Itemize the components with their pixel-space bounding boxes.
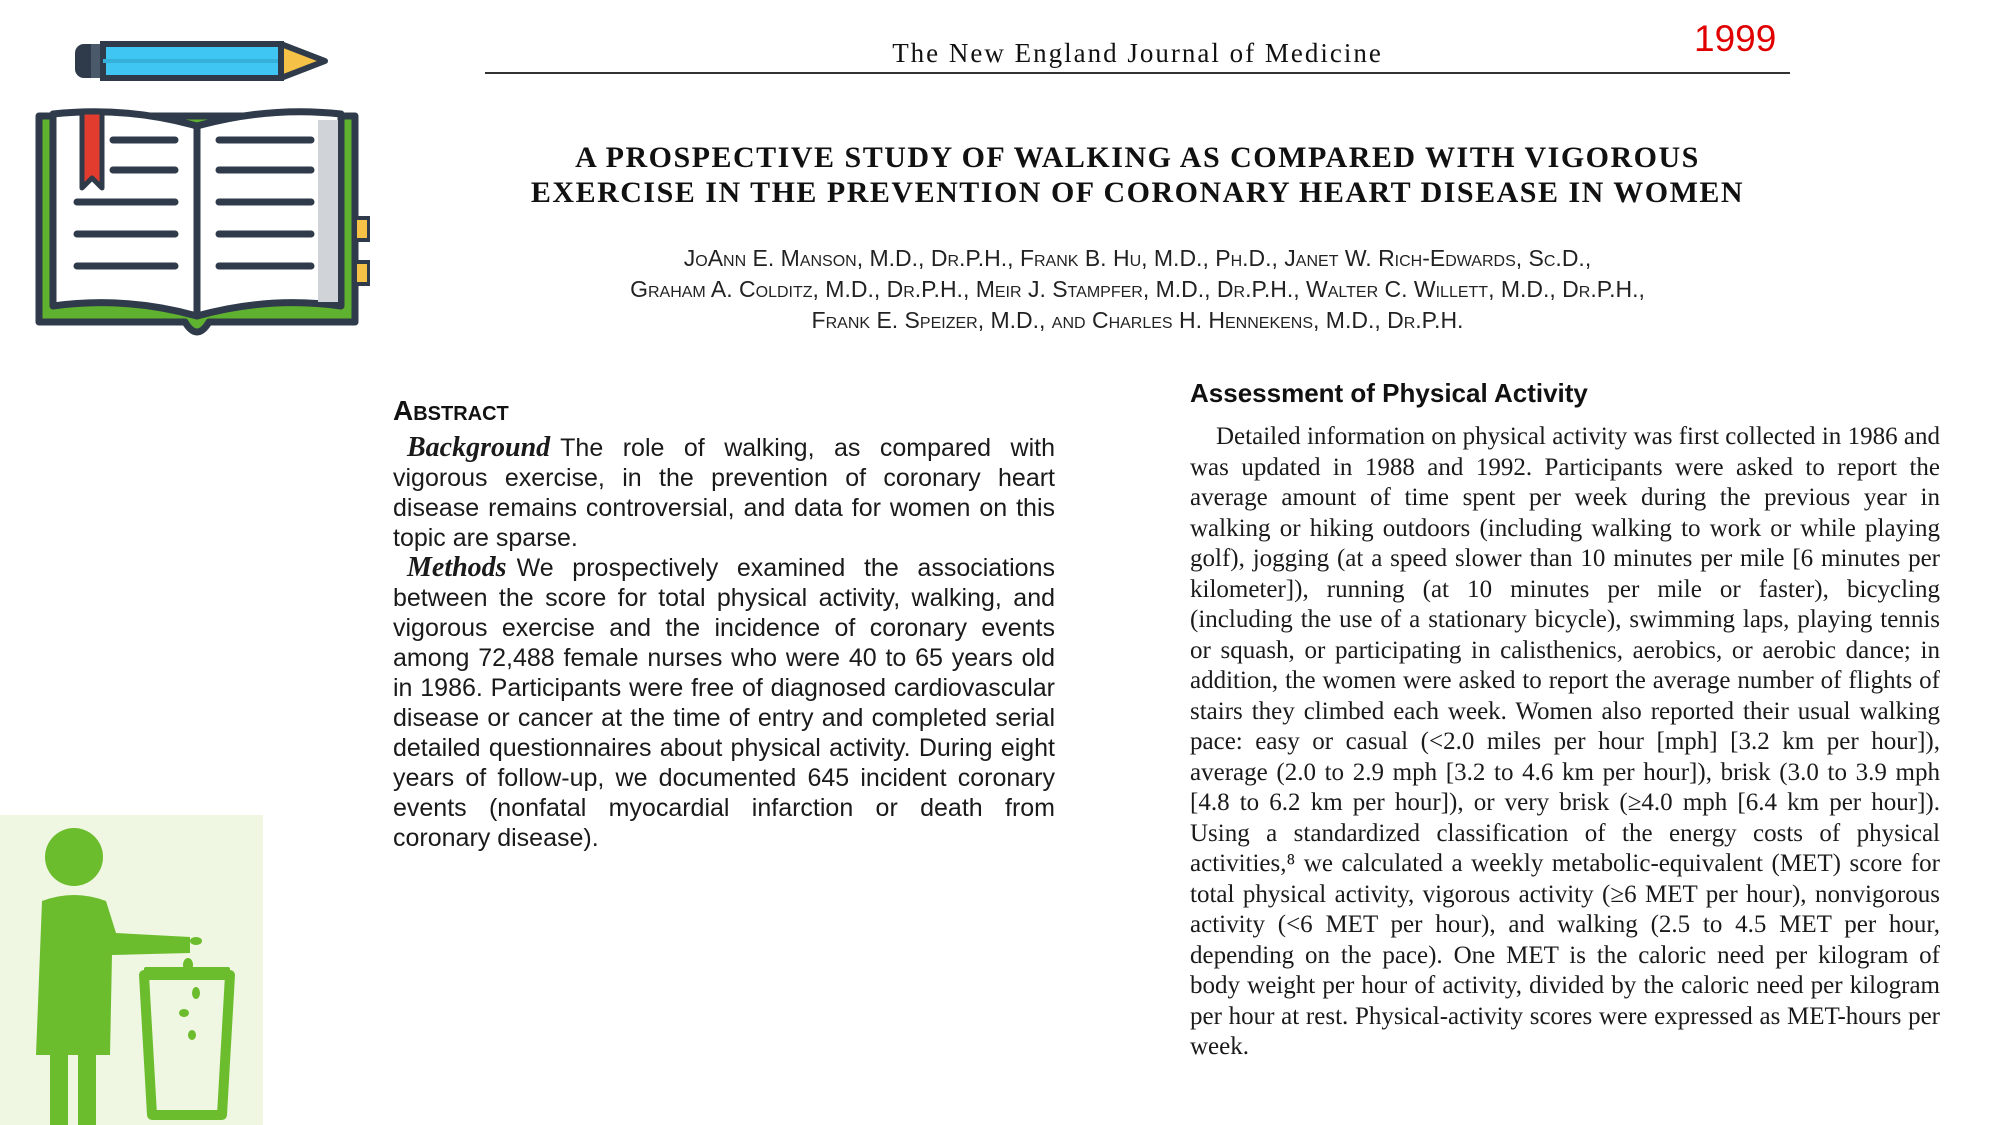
open-book-with-pencil-icon	[35, 40, 370, 350]
abstract-body	[393, 433, 1055, 853]
title-line-1: A PROSPECTIVE STUDY OF WALKING AS COMPARED WITH VIGOROUS	[575, 141, 1700, 174]
methods-text: We prospectively examined the associations between the score for total physical activity, walking, and vigorous exercise and the incidence of coronary events among 72,488 female nurses who were 40 to 65 years old in 1986. Participants were free of diagnosed cardiovascular disease or cancer at the time of entry and completed serial detailed questionnaires about physical activity. During eight years of follow-up, we documented 645 incident coronary events (nonfatal myocardial infarction or death from coronary disease).	[393, 554, 1055, 852]
section-heading-physical-activity: Assessment of Physical Activity	[1190, 378, 1588, 408]
abstract-methods	[393, 553, 1055, 853]
abstract-heading: Abstract	[393, 395, 509, 426]
pencil-icon	[75, 44, 325, 78]
title-line-2: EXERCISE IN THE PREVENTION OF CORONARY HEART DISEASE IN WOMEN	[530, 176, 1745, 209]
author-list	[485, 243, 1790, 336]
year-label: 1999	[1694, 18, 1777, 59]
authors-line-2: Graham A. Colditz, M.D., Dr.P.H., Meir J. Stampfer, M.D., Dr.P.H., Walter C. Willett, M.D., Dr.P.H.,	[630, 276, 1645, 302]
journal-name: The New England Journal of Medicine	[892, 38, 1383, 68]
authors-line-3: Frank E. Speizer, M.D., and Charles H. Hennekens, M.D., Dr.P.H.	[811, 307, 1464, 333]
background-label: Background	[407, 432, 551, 463]
methods-label: Methods	[407, 552, 507, 583]
authors-line-1: JoAnn E. Manson, M.D., Dr.P.H., Frank B. Hu, M.D., Ph.D., Janet W. Rich-Edwards, Sc.D.,	[683, 245, 1592, 271]
header-divider	[485, 72, 1790, 74]
section-body-physical-activity: Detailed information on physical activity was first collected in 1986 and was updated in 1988 and 1992. Participants were asked to report the average amount of time spent per week during the previous year in walking or hiking outdoors (including walking to work or while playing golf), jogging (at a speed slower than 10 minutes per mile [6 minutes per kilometer]), running (at 10 minutes per mile or faster), bicycling (including the use of a stationary bicycle), swimming laps, playing tennis or squash, or participating in calisthenics, aerobics, or aerobic dance; in addition, the women were asked to report the average number of flights of stairs they climbed each week. Women also reported their usual walking pace: easy or casual (<2.0 miles per hour [mph] [3.2 km per hour]), average (2.0 to 2.9 mph [3.2 to 4.6 km per hour]), brisk (3.0 to 3.9 mph [4.8 to 6.2 km per hour]), or very brisk (≥4.0 mph [6.4 km per hour]). Using a standardized classification of the energy costs of physical activities,⁸ we calculated a weekly metabolic-equivalent (MET) score for total physical activity, vigorous activity (≥6 MET per hour), nonvigorous activity (<6 MET per hour), and walking (2.5 to 4.5 MET per hour, depending on the pace). One MET is the caloric need per kilogram of body weight per hour of activity, divided by the caloric need per kilogram per hour at rest. Physical-activity scores were expressed as MET-hours per week.	[1190, 423, 1940, 1060]
trash-icon-panel	[0, 815, 263, 1125]
article-title	[485, 140, 1790, 210]
abstract-background	[393, 433, 1055, 553]
background-text: The role of walking, as compared with vigorous exercise, in the prevention of coronary heart disease remains controversial, and data for women on this topic are sparse.	[393, 434, 1055, 552]
person-throwing-trash-icon	[0, 815, 263, 1125]
